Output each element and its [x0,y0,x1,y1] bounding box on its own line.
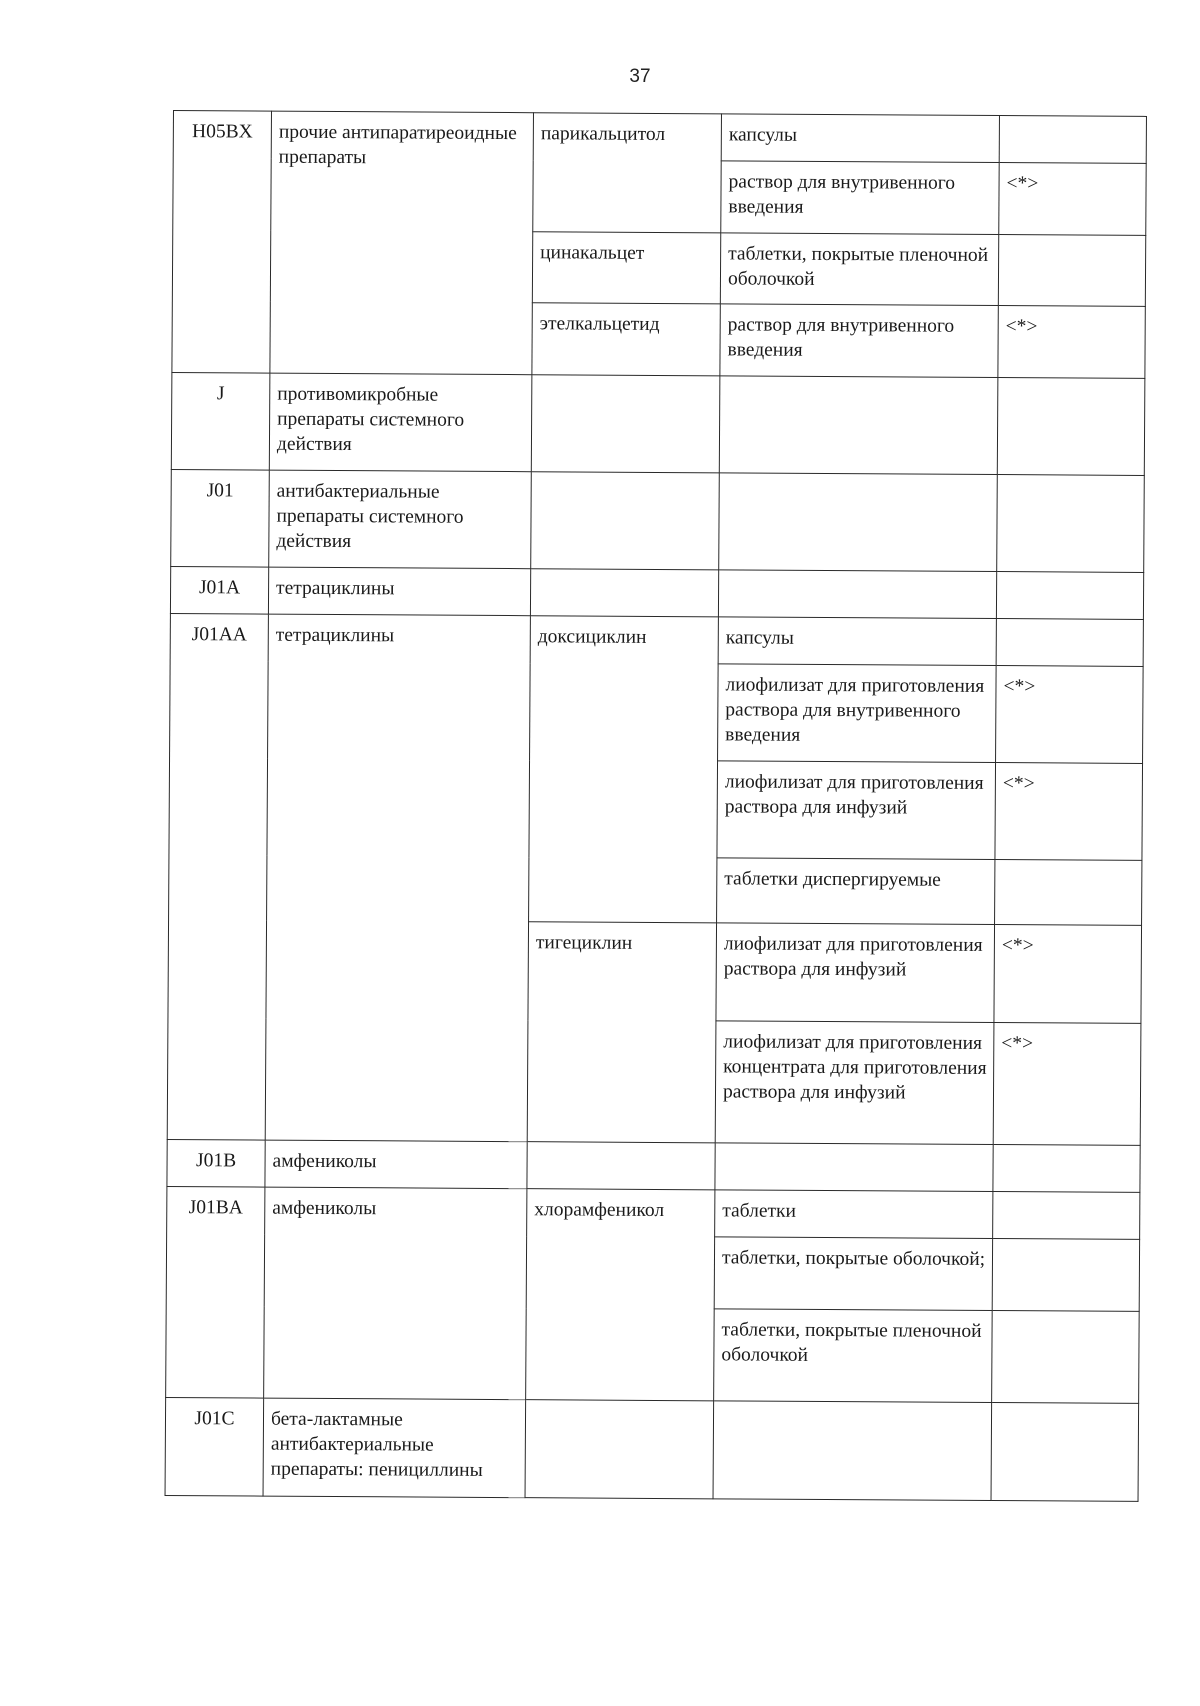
drug-table [165,110,1147,1502]
substance-cell: доксициклин [529,616,719,923]
dosage-form-cell: лиофилизат для приготовления раствора для инфузий [716,923,995,1023]
substance-cell [527,1142,715,1190]
atc-code-cell: J01 [171,469,270,567]
atc-group-cell: прочие антипаратиреоидные препараты [270,111,534,375]
note-cell [995,860,1142,926]
atc-group-cell: амфениколы [264,1187,527,1400]
dosage-form-cell: лиофилизат для приготовления концентрата для приготовления раствора для инфузий [715,1021,994,1145]
dosage-form-cell [719,376,998,475]
dosage-form-cell [718,570,996,619]
atc-code-cell: J01BA [166,1186,265,1398]
dosage-form-cell: таблетки, покрытые пленочной оболочкой [720,233,998,306]
table-row [170,613,1143,666]
note-cell: <*> [993,1023,1141,1146]
note-cell: <*> [999,163,1146,236]
table-row [170,566,1143,619]
note-cell: <*> [994,925,1142,1024]
dosage-form-cell: таблетки, покрытые пленочной оболочкой [714,1309,993,1403]
note-cell [996,572,1143,620]
dosage-form-cell [719,473,998,572]
table-row [167,1186,1140,1239]
substance-cell: цинакальцет [532,232,720,304]
dosage-form-cell [713,1401,992,1501]
note-cell [997,475,1145,573]
atc-group-cell: бета-лактамные антибактериальные препараты: пенициллины [263,1398,526,1498]
atc-code-cell: J01AA [167,613,268,1140]
atc-group-cell: амфениколы [265,1140,527,1189]
dosage-form-cell: капсулы [718,617,996,666]
note-cell: <*> [996,666,1144,764]
substance-cell [530,569,718,617]
note-cell [992,1311,1140,1404]
substance-cell [531,375,720,473]
substance-cell: этелкальцетид [532,303,720,376]
table-row [167,1139,1140,1192]
atc-group-cell: антибактериальные препараты системного действия [269,470,532,569]
dosage-form-cell [715,1143,993,1192]
dosage-form-cell: лиофилизат для приготовления раствора для инфузий [717,761,996,860]
note-cell [999,116,1146,164]
atc-group-cell: тетрациклины [268,567,530,616]
atc-group-cell: противомикробные препараты системного действия [269,373,532,472]
dosage-form-cell: капсулы [721,114,999,163]
dosage-form-cell: раствор для внутривенного введения [721,161,999,235]
note-cell [998,235,1145,307]
dosage-form-cell: таблетки диспергируемые [717,858,995,925]
note-cell [996,619,1143,667]
dosage-form-cell: таблетки, покрытые оболочкой; [714,1237,992,1311]
atc-group-cell: тетрациклины [265,614,530,1142]
substance-cell: парикальцитол [533,113,722,233]
note-cell [993,1145,1140,1193]
note-cell [993,1192,1140,1240]
substance-cell [531,472,720,570]
atc-code-cell: J01C [165,1397,264,1496]
atc-code-cell: H05BX [172,111,272,374]
dosage-form-cell: лиофилизат для приготовления раствора для внутривенного введения [718,664,997,763]
note-cell [992,1239,1139,1312]
table-row [173,111,1146,164]
table-row [165,1397,1139,1501]
dosage-form-cell: раствор для внутривенного введения [720,304,998,378]
note-cell [997,378,1145,476]
note-cell: <*> [995,763,1143,861]
dosage-form-cell: таблетки [715,1190,993,1239]
atc-code-cell: J01B [167,1139,265,1187]
atc-code-cell: J [171,372,270,470]
page-number: 37 [629,66,651,87]
note-cell: <*> [998,306,1145,379]
table-row [171,372,1145,475]
note-cell [991,1403,1139,1502]
substance-cell [525,1400,714,1499]
table-row [171,469,1145,572]
substance-cell: хлорамфеникол [526,1189,715,1401]
substance-cell: тигециклин [527,922,716,1143]
atc-code-cell: J01A [170,566,268,614]
